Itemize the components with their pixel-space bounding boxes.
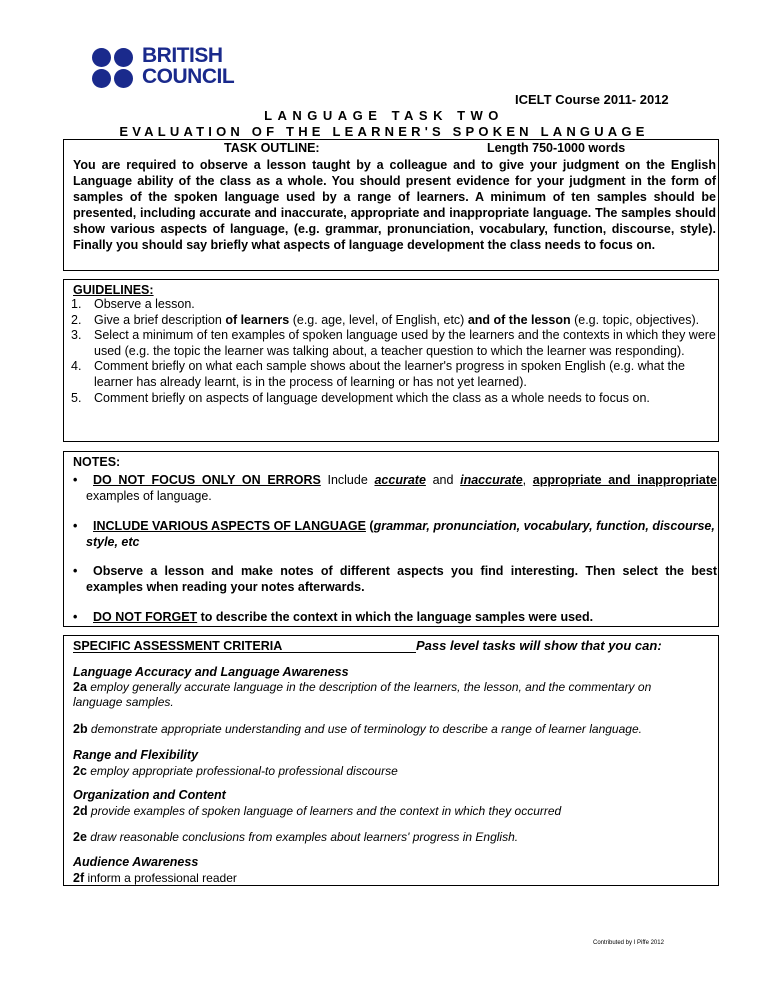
guideline-item: 5. Comment briefly on aspects of language development which the class as a whole needs to focus on. [71,390,650,405]
logo-wordmark: BRITISH COUNCIL [142,44,235,88]
bullet-icon: • [73,519,78,533]
bullet-icon: • [73,610,78,624]
task-outline-text: You are required to observe a lesson taught by a colleague and to give your judgment on the English Language ability of the class as a whole. You should present evidence for your judgment in the form of samples of the spoken language used by a range of learners. A minimum of ten samples should be presented, including accurate and inaccurate, appropriate and inappropriate language. The samples should show various aspects of language, (e.g. grammar, pronunciation, vocabulary, function, discourse, style). Finally you should say briefly what aspects of language development the class needs to focus on. [73,158,716,252]
criterion-2a: 2a employ generally accurate language in the description of the learners, the lesson, and the commentary on language samples. [73,680,652,709]
pass-level-heading: Pass level tasks will show that you can: [416,638,662,653]
notes-heading: NOTES: [73,455,121,469]
task-outline-label: TASK OUTLINE: [224,141,320,155]
criterion-2e: 2e draw reasonable conclusions from examples about learners' progress in English. [73,830,519,844]
notes-box [63,451,719,627]
task-subtitle: EVALUATION OF THE LEARNER'S SPOKEN LANGUAGE [119,124,649,139]
bullet-icon: • [73,473,78,487]
note-item: • Observe a lesson and make notes of different aspects you find interesting. Then select the best examples when reading your notes afterwards. [73,564,717,594]
criteria-section-heading: Range and Flexibility [73,748,199,762]
task-length: Length 750-1000 words [487,141,626,155]
task-outline-box [63,139,719,271]
guideline-item: 3. Select a minimum of ten examples of spoken language used by the learners and the contexts in which they were used (e.g. the topic the learner was talking about, a teacher question to which the learner was responding). [71,328,716,358]
bullet-icon: • [73,564,78,578]
criteria-section-heading: Language Accuracy and Language Awareness [73,665,349,679]
criteria-heading-underline [73,652,416,653]
guidelines-heading: GUIDELINES: [73,283,154,297]
guidelines-box [63,279,719,442]
criterion-2c: 2c employ appropriate professional-to professional discourse [73,764,398,778]
logo-dots-icon [92,48,136,88]
criterion-2d: 2d provide examples of spoken language of learners and the context in which they occurred [73,804,562,818]
course-label: ICELT Course 2011- 2012 [515,92,669,107]
guideline-item: 1. Observe a lesson. [71,297,195,311]
task-title: LANGUAGE TASK TWO [264,108,504,123]
british-council-logo [92,46,252,90]
guideline-item: 2. Give a brief description of learners (e.g. age, level, of English, etc) and of the lesson (e.g. topic, objectives). [71,312,700,327]
criteria-section-heading: Audience Awareness [73,855,199,869]
note-item: • INCLUDE VARIOUS ASPECTS OF LANGUAGE (grammar, pronunciation, vocabulary, function, discourse, style, etc [73,519,715,549]
note-item: • DO NOT FOCUS ONLY ON ERRORS Include accurate and inaccurate, appropriate and inappropriate examples of language. [73,473,717,503]
criterion-2b: 2b demonstrate appropriate understanding and use of terminology to describe a range of learner language. [73,722,642,736]
criteria-heading: SPECIFIC ASSESSMENT CRITERIA [73,639,283,653]
footer-credit: Contributed by I Piffe 2012 [593,940,664,946]
note-item: • DO NOT FORGET to describe the context in which the language samples were used. [73,610,594,624]
assessment-criteria-box [63,635,719,886]
criterion-2f: 2f inform a professional reader [73,871,237,885]
criteria-section-heading: Organization and Content [73,788,226,802]
guideline-item: 4. Comment briefly on what each sample shows about the learner's progress in spoken English (e.g. what the learner has already learnt, is in the process of learning or has not yet learned). [71,359,685,389]
guidelines-list [71,297,716,406]
